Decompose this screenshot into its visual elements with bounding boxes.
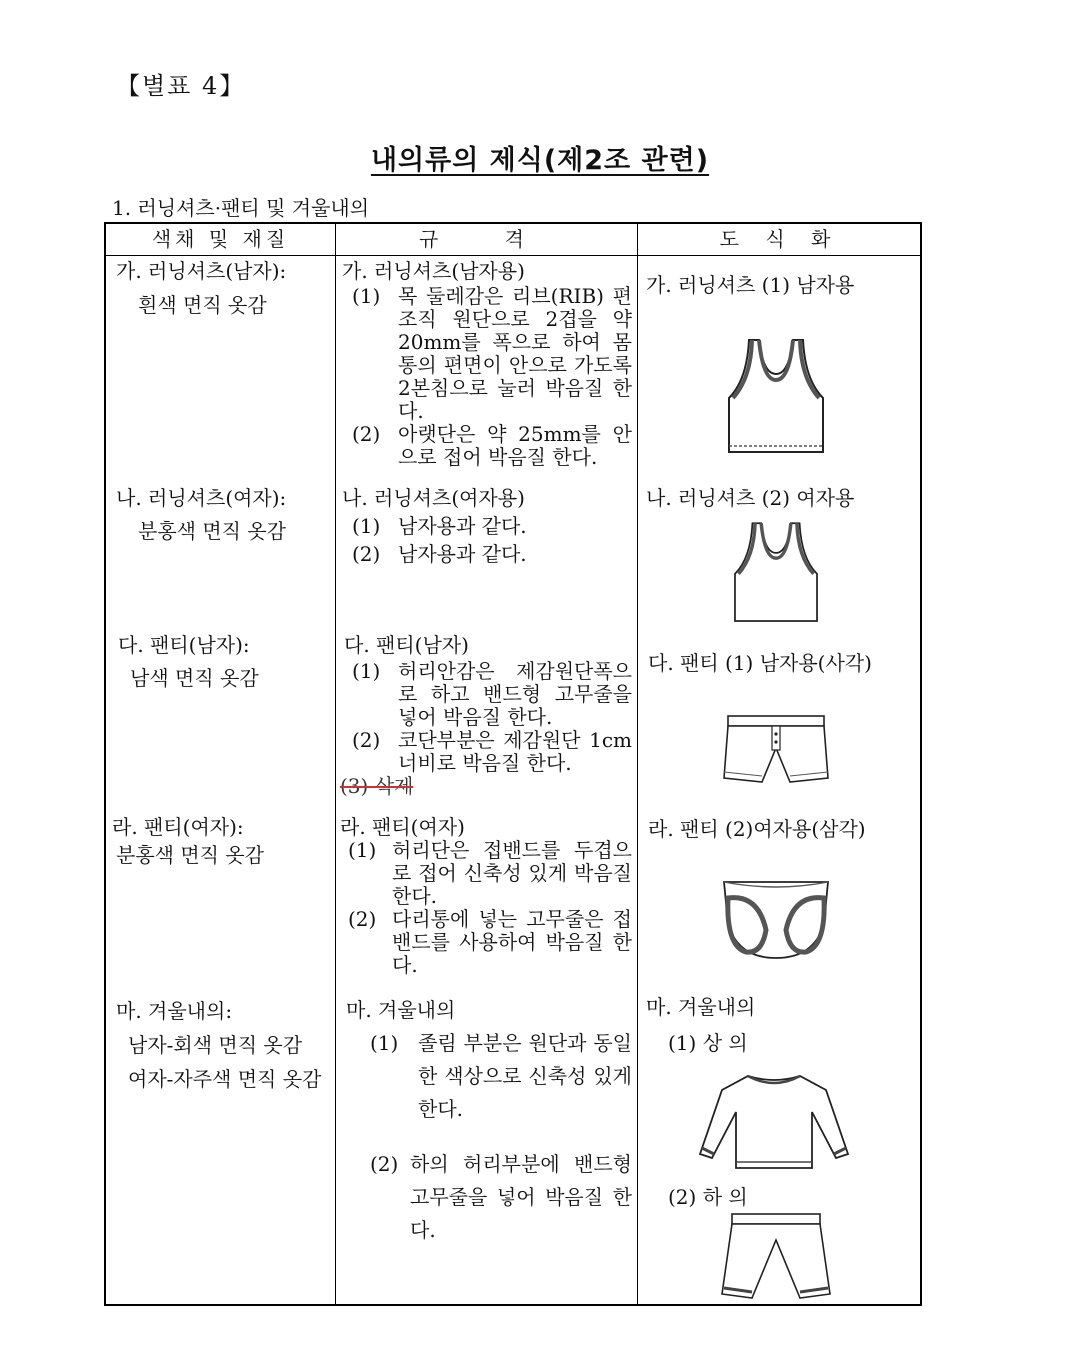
spec-item-text: 졸림 부분은 원단과 동일한 색상으로 신축성 있게 한다.	[418, 1031, 632, 1121]
spec-item-number: (2)	[370, 1152, 399, 1176]
spec-item-number: (1)	[370, 1031, 399, 1055]
spec-item-text: 아랫단은 약 25mm를 안으로 접어 박음질 한다.	[398, 422, 632, 469]
column-divider	[335, 224, 336, 1304]
spec-cell	[342, 487, 632, 566]
column-header-spec: 규 격	[419, 227, 554, 251]
spec-heading: 마. 겨울내의	[346, 998, 456, 1022]
material-cell	[112, 816, 328, 867]
document-title: 내의류의 제식(제2조 관련)	[370, 145, 710, 176]
material-cell	[116, 487, 328, 543]
material-desc: 분홍색 면직 옷감	[116, 843, 264, 867]
diagram-caption: 다. 팬티 (1) 남자용(사각)	[648, 651, 872, 675]
column-header-material: 색채 및 재질	[151, 227, 290, 251]
material-label: 다. 팬티(남자):	[118, 633, 250, 657]
material-desc: 남색 면직 옷감	[130, 666, 259, 690]
tank-top-icon	[721, 334, 831, 460]
spec-item	[340, 908, 632, 977]
diagram-caption: 마. 겨울내의	[646, 995, 756, 1019]
spec-item-number: (2)	[352, 422, 381, 446]
spec-cell	[340, 816, 632, 977]
boxer-shorts-icon	[722, 712, 830, 786]
spec-item	[340, 839, 632, 908]
material-cell	[116, 260, 328, 317]
briefs-icon	[718, 874, 834, 962]
spec-item	[342, 515, 632, 538]
spec-item-number: (1)	[348, 838, 377, 862]
spec-item-text: 코단부분은 제감원단 1cm 너비로 박음질 한다.	[398, 728, 632, 775]
spec-item	[342, 423, 632, 469]
spec-item	[346, 1027, 632, 1126]
spec-item-text: 허리안감은 제감원단폭으로 하고 밴드형 고무줄을 넣어 박음질 한다.	[398, 659, 632, 729]
spec-item-number: (2)	[352, 728, 381, 752]
diagram-caption: 가. 러닝셔츠 (1) 남자용	[646, 273, 855, 297]
material-label: 나. 러닝셔츠(여자):	[116, 486, 287, 510]
material-female: 여자-자주색 면직 옷감	[128, 1067, 322, 1091]
spec-item	[342, 285, 632, 423]
spec-heading: 다. 팬티(남자)	[344, 633, 469, 657]
material-cell	[118, 634, 330, 690]
tank-top-icon	[726, 518, 826, 628]
long-sleeve-shirt-icon	[696, 1070, 852, 1174]
long-pants-icon	[716, 1210, 836, 1302]
spec-item	[342, 543, 632, 566]
spec-heading: 가. 러닝셔츠(남자용)	[342, 259, 525, 283]
spec-item-number: (1)	[352, 659, 381, 683]
uniform-spec-table	[104, 222, 922, 1306]
column-divider	[637, 224, 638, 1304]
spec-item	[344, 660, 632, 729]
spec-cell	[342, 260, 632, 469]
material-label: 가. 러닝셔츠(남자):	[116, 259, 287, 283]
header-divider	[106, 255, 920, 256]
material-label: 마. 겨울내의:	[116, 999, 233, 1023]
material-label: 라. 팬티(여자):	[112, 815, 244, 839]
spec-item-number: (2)	[352, 542, 381, 566]
deleted-item: (3) 삭제	[340, 774, 414, 798]
spec-item-number: (1)	[352, 514, 381, 538]
spec-item-number: (1)	[352, 284, 381, 308]
spec-heading: 나. 러닝셔츠(여자용)	[342, 486, 525, 510]
column-header-diagram: 도 식 화	[719, 227, 841, 251]
spec-item-text: 목 둘레감은 리브(RIB) 편조직 원단으로 2겹을 약 20mm를 폭으로 하여 몸통의 편면이 안으로 가도록 2본침으로 눌러 박음질 한다.	[398, 284, 632, 423]
section-heading: 1. 러닝셔츠·팬티 및 겨울내의	[112, 196, 370, 220]
diagram-caption: 나. 러닝셔츠 (2) 여자용	[646, 486, 855, 510]
spec-item-text: 남자용과 같다.	[398, 514, 527, 538]
material-desc: 흰색 면직 옷감	[138, 293, 267, 317]
material-cell	[116, 994, 332, 1096]
annex-tag: 【별표 4】	[116, 72, 246, 100]
top-caption: (1) 상 의	[668, 1031, 748, 1055]
diagram-caption: 라. 팬티 (2)여자용(삼각)	[648, 817, 866, 841]
spec-heading: 라. 팬티(여자)	[340, 815, 465, 839]
spec-item	[346, 1148, 632, 1247]
spec-item	[344, 729, 632, 775]
material-male: 남자-회색 면직 옷감	[128, 1033, 303, 1057]
spec-item-text: 남자용과 같다.	[398, 542, 527, 566]
spec-cell	[346, 994, 632, 1247]
bottom-caption: (2) 하 의	[668, 1185, 748, 1209]
spec-item-number: (2)	[348, 907, 377, 931]
spec-item-text: 하의 허리부분에 밴드형 고무줄을 넣어 박음질 한다.	[410, 1152, 632, 1242]
spec-item-text: 다리통에 넣는 고무줄은 접밴드를 사용하여 박음질 한다.	[392, 907, 632, 977]
spec-cell	[340, 633, 632, 798]
spec-item-text: 허리단은 접밴드를 두겹으로 접어 신축성 있게 박음질 한다.	[392, 838, 632, 908]
material-desc: 분홍색 면직 옷감	[138, 519, 286, 543]
